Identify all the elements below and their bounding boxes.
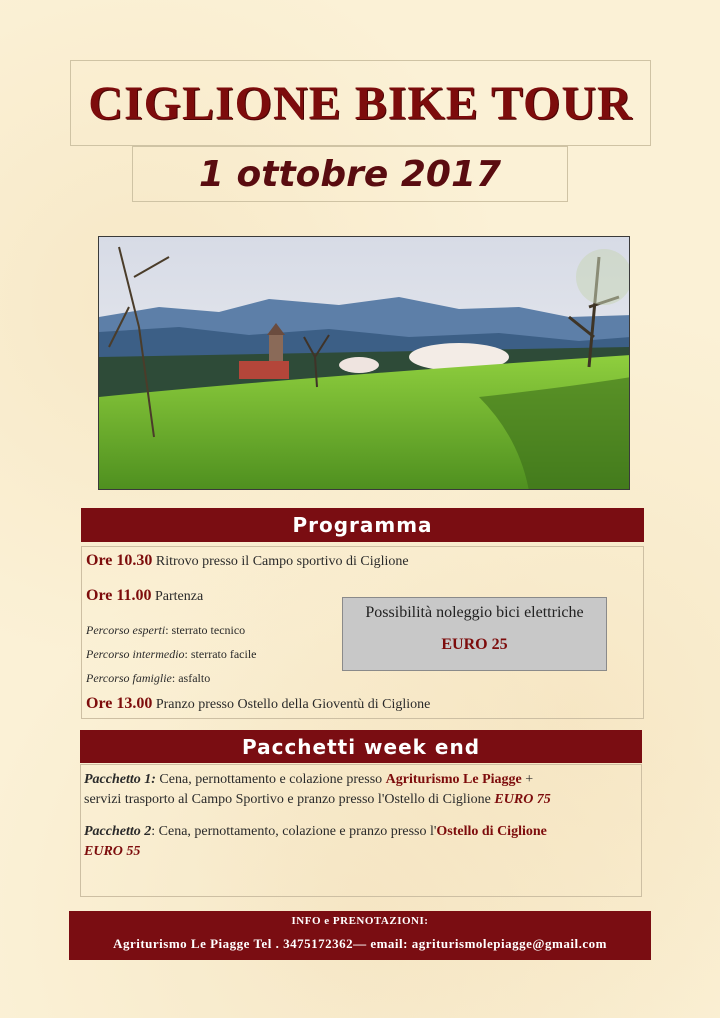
pacchetto-1-price: EURO 75	[494, 792, 551, 807]
date-box	[132, 146, 568, 202]
pacchetto-1-place: Agriturismo Le Piagge	[385, 772, 522, 787]
percorso-famiglie	[86, 669, 210, 687]
event-date: 1 ottobre 2017	[198, 153, 502, 195]
landscape-photo	[98, 236, 630, 490]
pacchetto-1-services: servizi trasporto al Campo Sportivo e pranzo presso l'Ostello di Ciglione	[84, 792, 491, 807]
partenza-line	[86, 587, 203, 606]
pacchetto-2-place: Ostello di Ciglione	[436, 824, 547, 839]
page-title: CIGLIONE BIKE TOUR	[88, 76, 633, 130]
percorso-intermedio	[86, 645, 257, 663]
title-box	[70, 60, 651, 146]
percorso-label: Percorso intermedio	[86, 647, 185, 661]
pacchetto-2-text: : Cena, pernottamento, colazione e pranzo presso l'	[151, 824, 437, 839]
rental-box	[342, 597, 607, 671]
info-title: INFO e PRENOTAZIONI:	[291, 915, 429, 927]
ritrovo-text: Ritrovo presso il Campo sportivo di Ciglione	[155, 554, 409, 569]
partenza-time: Ore 11.00	[86, 587, 152, 604]
pacchetto-2	[84, 822, 640, 862]
partenza-text: Partenza	[154, 589, 204, 604]
ritrovo-time: Ore 10.30	[86, 552, 153, 569]
info-contact: Agriturismo Le Piagge Tel . 3475172362— email: agriturismolepiagge@gmail.com	[113, 936, 607, 951]
percorso-esperti	[86, 621, 245, 639]
programma-heading: Programma	[81, 508, 644, 542]
pacchetto-1-text: Cena, pernottamento e colazione presso	[159, 772, 383, 787]
percorso-value: : sterrato facile	[184, 647, 257, 661]
pranzo-line	[86, 695, 430, 714]
pacchetto-1-plus: +	[525, 772, 534, 787]
pranzo-time: Ore 13.00	[86, 695, 153, 712]
landscape-illustration	[99, 237, 630, 490]
percorso-value: : asfalto	[171, 671, 211, 685]
pacchetti-heading: Pacchetti week end	[80, 730, 642, 763]
percorso-value: : sterrato tecnico	[165, 623, 246, 637]
pranzo-text: Pranzo presso Ostello della Gioventù di Ciglione	[155, 697, 431, 712]
percorso-label: Percorso esperti	[86, 623, 166, 637]
pacchetto-1	[84, 770, 640, 810]
pacchetto-1-label: Pacchetto 1:	[84, 772, 156, 787]
pacchetto-2-price: EURO 55	[84, 844, 141, 859]
info-banner	[69, 911, 651, 960]
pacchetto-2-label: Pacchetto 2	[84, 824, 152, 839]
ritrovo-line	[86, 552, 409, 571]
rental-text: Possibilità noleggio bici elettriche	[365, 604, 584, 621]
percorso-label: Percorso famiglie	[86, 671, 172, 685]
rental-price: EURO 25	[441, 636, 508, 653]
